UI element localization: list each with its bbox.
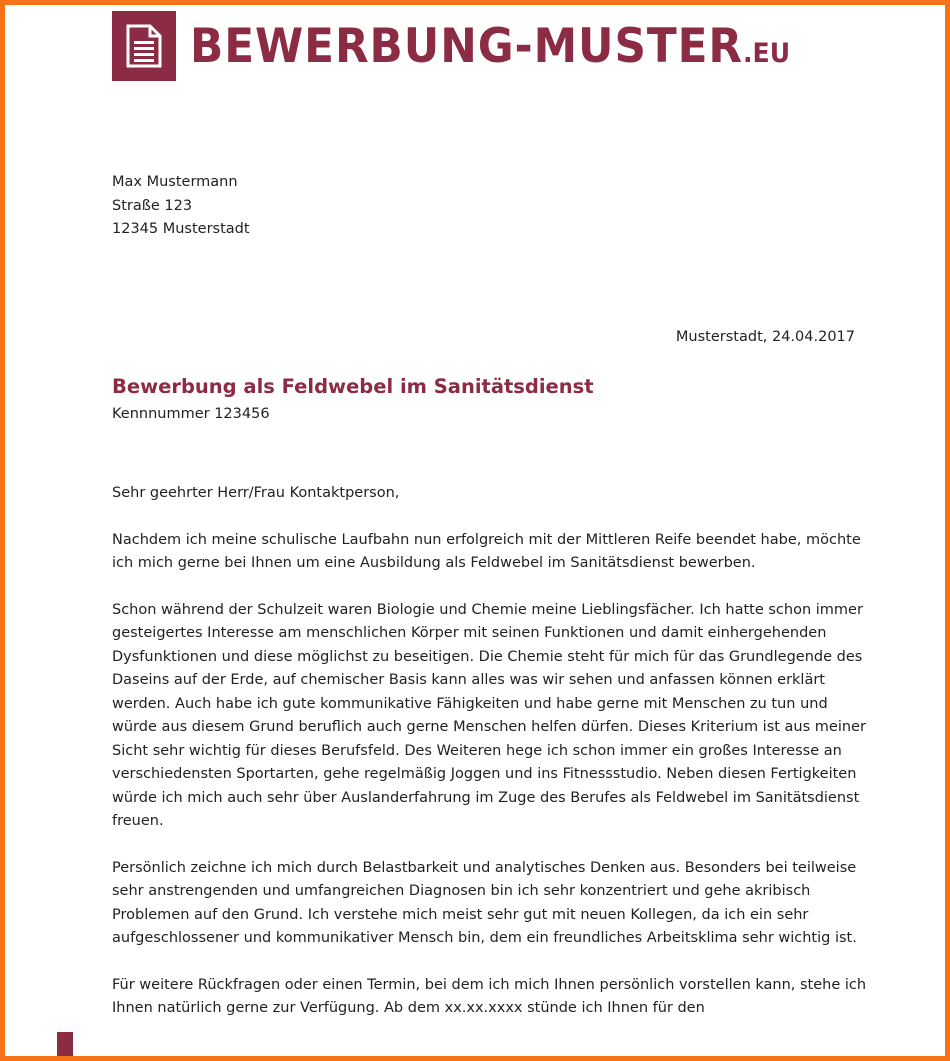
salutation: Sehr geehrter Herr/Frau Kontaktperson,: [112, 485, 400, 501]
letter-subject: Bewerbung als Feldwebel im Sanitätsdienst: [112, 375, 594, 398]
letter-body: [112, 482, 872, 1044]
footer-accent-bar: [57, 1032, 73, 1061]
sender-street: Straße 123: [112, 197, 193, 214]
paragraph: Persönlich zeichne ich mich durch Belastbarkeit und analytisches Denken aus. Besonders bei teilweise sehr anstrengenden und umfangreichen Diagnosen bin ich sehr konzentriert und gehe akribisch Problemen auf den Grund. Ich verstehe mich meist sehr gut mit neuen Kollegen, da ich ein sehr aufgeschlossener und kommunikativer Mensch bin, dem ein freundliches Arbeitsklima sehr wichtig ist.: [112, 859, 857, 946]
logo-wordmark: BEWERBUNG-MUSTER.EU: [190, 18, 791, 74]
site-logo: [112, 11, 835, 81]
paragraph: Schon während der Schulzeit waren Biologie und Chemie meine Lieblingsfächer. Ich hatte schon immer gesteigertes Interesse am menschlichen Körper mit seinen Funktionen und damit einhergehenden Dysfunktionen und diese möglichst zu beseitigen. Die Chemie steht für mich für das Grundlegende des Daseins auf der Erde, auf chemischer Basis kann alles was wir sehen und anfassen können erklärt werden. Auch habe ich gute kommunikative Fähigkeiten und habe gerne mit Menschen zu tun und würde aus diesem Grund beruflich auch gerne Menschen helfen dürfen. Dieses Kriterium ist aus meiner Sicht sehr wichtig für dieses Berufsfeld. Des Weiteren hege ich schon immer ein großes Interesse an verschiedensten Sportarten, gehe regelmäßig Joggen und ins Fitnessstudio. Neben diesen Fertigkeiten würde ich mich auch sehr über Auslanderfahrung im Zuge des Berufes als Feldwebel im Sanitätsdienst freuen.: [112, 601, 866, 829]
sender-name: Max Mustermann: [112, 174, 238, 190]
sender-city: 12345 Musterstadt: [112, 221, 250, 237]
sender-address: [112, 171, 250, 242]
document-icon: [112, 11, 176, 81]
reference-number: Kennnummer 123456: [112, 406, 270, 422]
paragraph: Für weitere Rückfragen oder einen Termin, bei dem ich mich Ihnen persönlich vorstellen kann, stehe ich Ihnen natürlich gerne zur Verfügung. Ab dem xx.xx.xxxx stünde ich Ihnen für den: [112, 976, 867, 1016]
letter-date: Musterstadt, 24.04.2017: [675, 329, 855, 345]
paragraph: Nachdem ich meine schulische Laufbahn nun erfolgreich mit der Mittleren Reife beendet habe, möchte ich mich gerne bei Ihnen um eine Ausbildung als Feldwebel im Sanitätsdienst bewerben.: [112, 531, 861, 571]
